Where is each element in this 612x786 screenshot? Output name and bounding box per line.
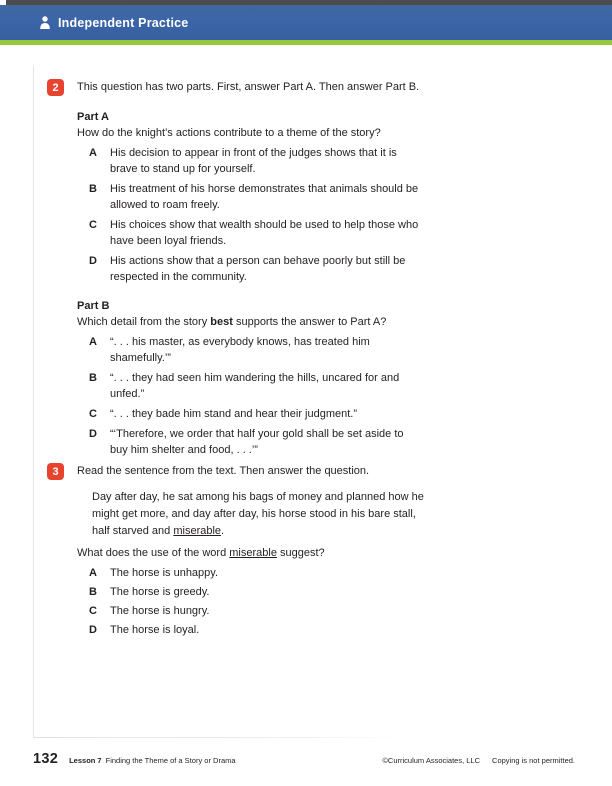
choice-letter: A: [89, 147, 97, 159]
choice-letter: B: [89, 372, 97, 384]
choice-letter: B: [89, 183, 97, 195]
underlined-word: miserable: [173, 525, 222, 537]
choice-text: The horse is hungry.: [110, 605, 210, 617]
question-3-header: [47, 463, 577, 480]
choice-text: His treatment of his horse demonstrates that animals should be allowed to roam freely.: [110, 183, 419, 211]
underlined-word: miserable: [229, 547, 277, 559]
answer-choice: [89, 334, 577, 366]
page-bottom-rule: [33, 737, 411, 738]
question-3-choices: [77, 565, 577, 638]
answer-choice: [89, 370, 577, 402]
page-number: 132: [33, 751, 59, 767]
text-excerpt: Day after day, he sat among his bags of money and planned how he might get more, and day after day, his horse stood in his bare stall, half starved and miserable.: [92, 491, 424, 537]
worksheet-content: [47, 79, 577, 641]
choice-text: His choices show that wealth should be used to help those who have been loyal friends.: [110, 219, 419, 247]
answer-choice: [89, 181, 577, 213]
permission-text: Copying is not permitted.: [492, 756, 575, 765]
bold-word: best: [210, 316, 233, 328]
answer-choice: [89, 622, 577, 638]
choice-letter: D: [89, 624, 97, 636]
question-prompt: This question has two parts. First, answer Part A. Then answer Part B.: [77, 81, 420, 93]
answer-choice: [89, 217, 577, 249]
person-icon: [39, 16, 51, 29]
part-a: [47, 109, 577, 285]
question-number-badge: 3: [47, 463, 64, 480]
part-b: [47, 298, 577, 458]
part-b-label: Part B: [77, 300, 110, 312]
part-b-choices: [77, 334, 577, 458]
choice-text: The horse is greedy.: [110, 586, 210, 598]
choice-text: “‘Therefore, we order that half your gold shall be set aside to buy him shelter and food, . . .’”: [110, 428, 404, 456]
choice-letter: D: [89, 428, 97, 440]
choice-text: “. . . they had seen him wandering the hills, uncared for and unfed.”: [110, 372, 400, 400]
choice-text: His decision to appear in front of the judges shows that it is brave to stand up for yourself.: [110, 147, 397, 175]
answer-choice: [89, 406, 577, 422]
part-b-question: Which detail from the story best supports the answer to Part A?: [77, 316, 387, 328]
choice-text: The horse is unhappy.: [110, 567, 219, 579]
header-green-rule: [0, 40, 612, 45]
choice-text: The horse is loyal.: [110, 624, 200, 636]
question-number-badge: 2: [47, 79, 64, 96]
choice-text: His actions show that a person can behave poorly but still be respected in the community.: [110, 255, 406, 283]
copyright-text: ©Curriculum Associates, LLC: [382, 756, 481, 765]
answer-choice: [89, 603, 577, 619]
answer-choice: [89, 565, 577, 581]
answer-choice: [89, 145, 577, 177]
choice-letter: C: [89, 605, 97, 617]
question-3: [47, 463, 577, 638]
answer-choice: [89, 584, 577, 600]
question-3-question: What does the use of the word miserable suggest?: [77, 547, 325, 559]
choice-letter: A: [89, 567, 97, 579]
page-left-rule: [33, 66, 34, 737]
page-footer: [33, 751, 575, 767]
lesson-title: Finding the Theme of a Story or Drama: [105, 756, 236, 765]
answer-choice: [89, 426, 577, 458]
question-prompt: Read the sentence from the text. Then answer the question.: [77, 465, 370, 477]
part-a-question: How do the knight’s actions contribute to a theme of the story?: [77, 127, 381, 139]
section-title: Independent Practice: [58, 15, 189, 30]
choice-letter: A: [89, 336, 97, 348]
choice-letter: C: [89, 219, 97, 231]
part-a-label: Part A: [77, 111, 109, 123]
choice-letter: D: [89, 255, 97, 267]
choice-text: “. . . they bade him stand and hear their judgment.”: [110, 408, 358, 420]
choice-letter: B: [89, 586, 97, 598]
choice-text: “. . . his master, as everybody knows, has treated him shamefully.’”: [110, 336, 370, 364]
part-a-choices: [77, 145, 577, 285]
question-3-body: [47, 545, 577, 638]
question-2-header: [47, 79, 577, 96]
answer-choice: [89, 253, 577, 285]
section-header-bar: [0, 5, 612, 40]
lesson-label: Lesson 7: [69, 756, 102, 765]
choice-letter: C: [89, 408, 97, 420]
question-2: [47, 79, 577, 458]
